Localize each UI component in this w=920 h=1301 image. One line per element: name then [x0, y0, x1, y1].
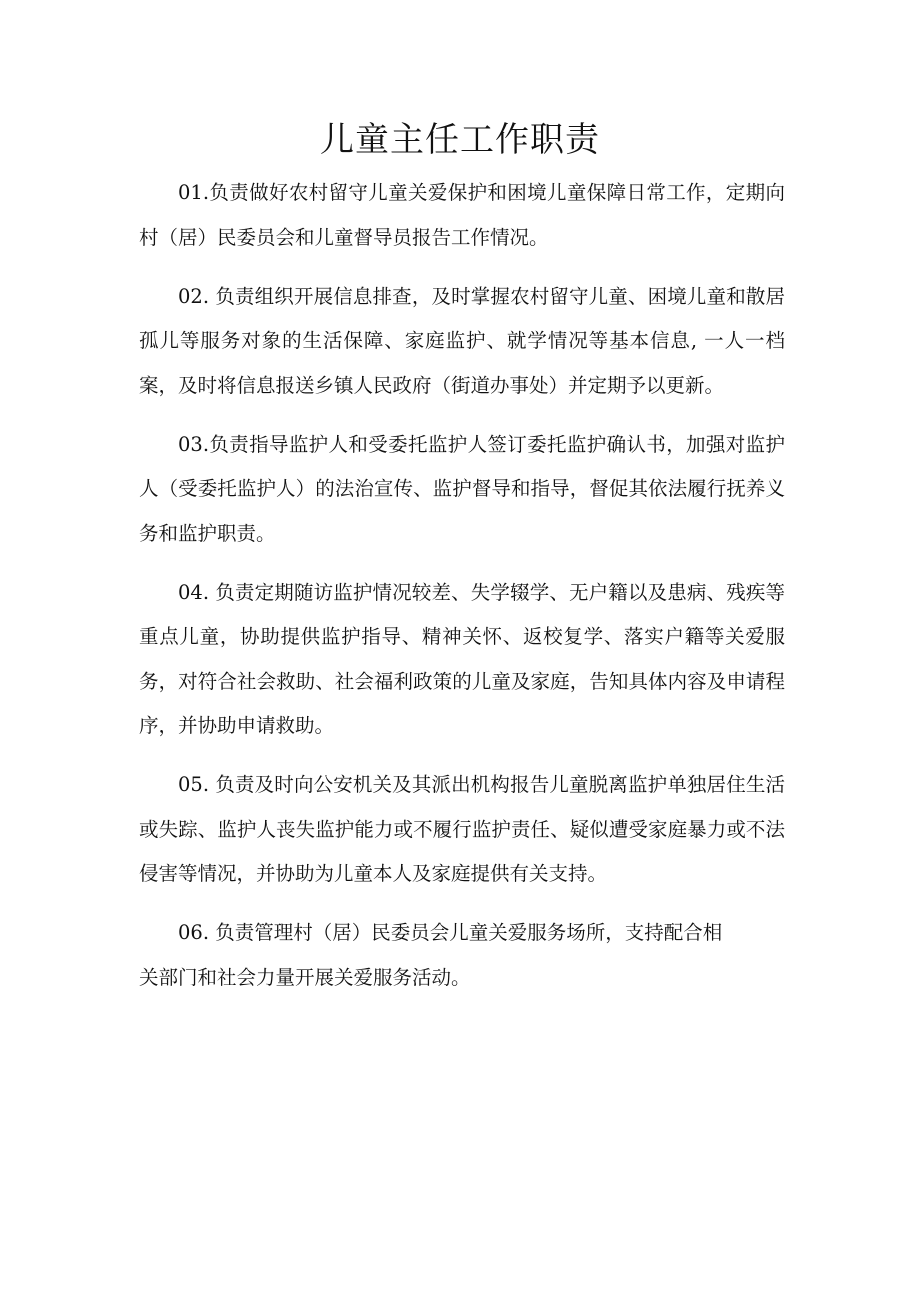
duty-paragraph-02: 02. 负责组织开展信息排查，及时掌握农村留守儿童、困境儿童和散居孤儿等服务对象的生活保障、家庭监护、就学情况等基本信息, 一人一档案，及时将信息报送乡镇人民政府（街道办事处）并定期予以更新。: [139, 284, 785, 397]
document-title: 儿童主任工作职责: [320, 120, 600, 160]
duty-paragraph-01: 01.负责做好农村留守儿童关爱保护和困境儿童保障日常工作，定期向村（居）民委员会和儿童督导员报告工作情况。: [139, 181, 785, 249]
duty-paragraph-03: 03.负责指导监护人和受委托监护人签订委托监护确认书，加强对监护人（受委托监护人）的法治宣传、监护督导和指导，督促其依法履行抚养义务和监护职责。: [139, 432, 785, 545]
duty-paragraph-06: 06. 负责管理村（居）民委员会儿童关爱服务场所，支持配合相: [178, 921, 723, 944]
duty-paragraph-05: 05. 负责及时向公安机关及其派出机构报告儿童脱离监护单独居住生活或失踪、监护人丧失监护能力或不履行监护责任、疑似遭受家庭暴力或不法侵害等情况，并协助为儿童本人及家庭提供有关支持。: [139, 773, 785, 885]
duty-paragraph-06-continuation: 关部门和社会力量开展关爱服务活动。: [139, 965, 471, 989]
duty-paragraph-04: 04. 负责定期随访监护情况较差、失学辍学、无户籍以及患病、残疾等重点儿童，协助提供监护指导、精神关怀、返校复学、落实户籍等关爱服务，对符合社会救助、社会福利政策的儿童及家庭，告知具体内容及申请程序，并协助申请救助。: [139, 580, 785, 737]
document-body: [139, 171, 785, 1000]
